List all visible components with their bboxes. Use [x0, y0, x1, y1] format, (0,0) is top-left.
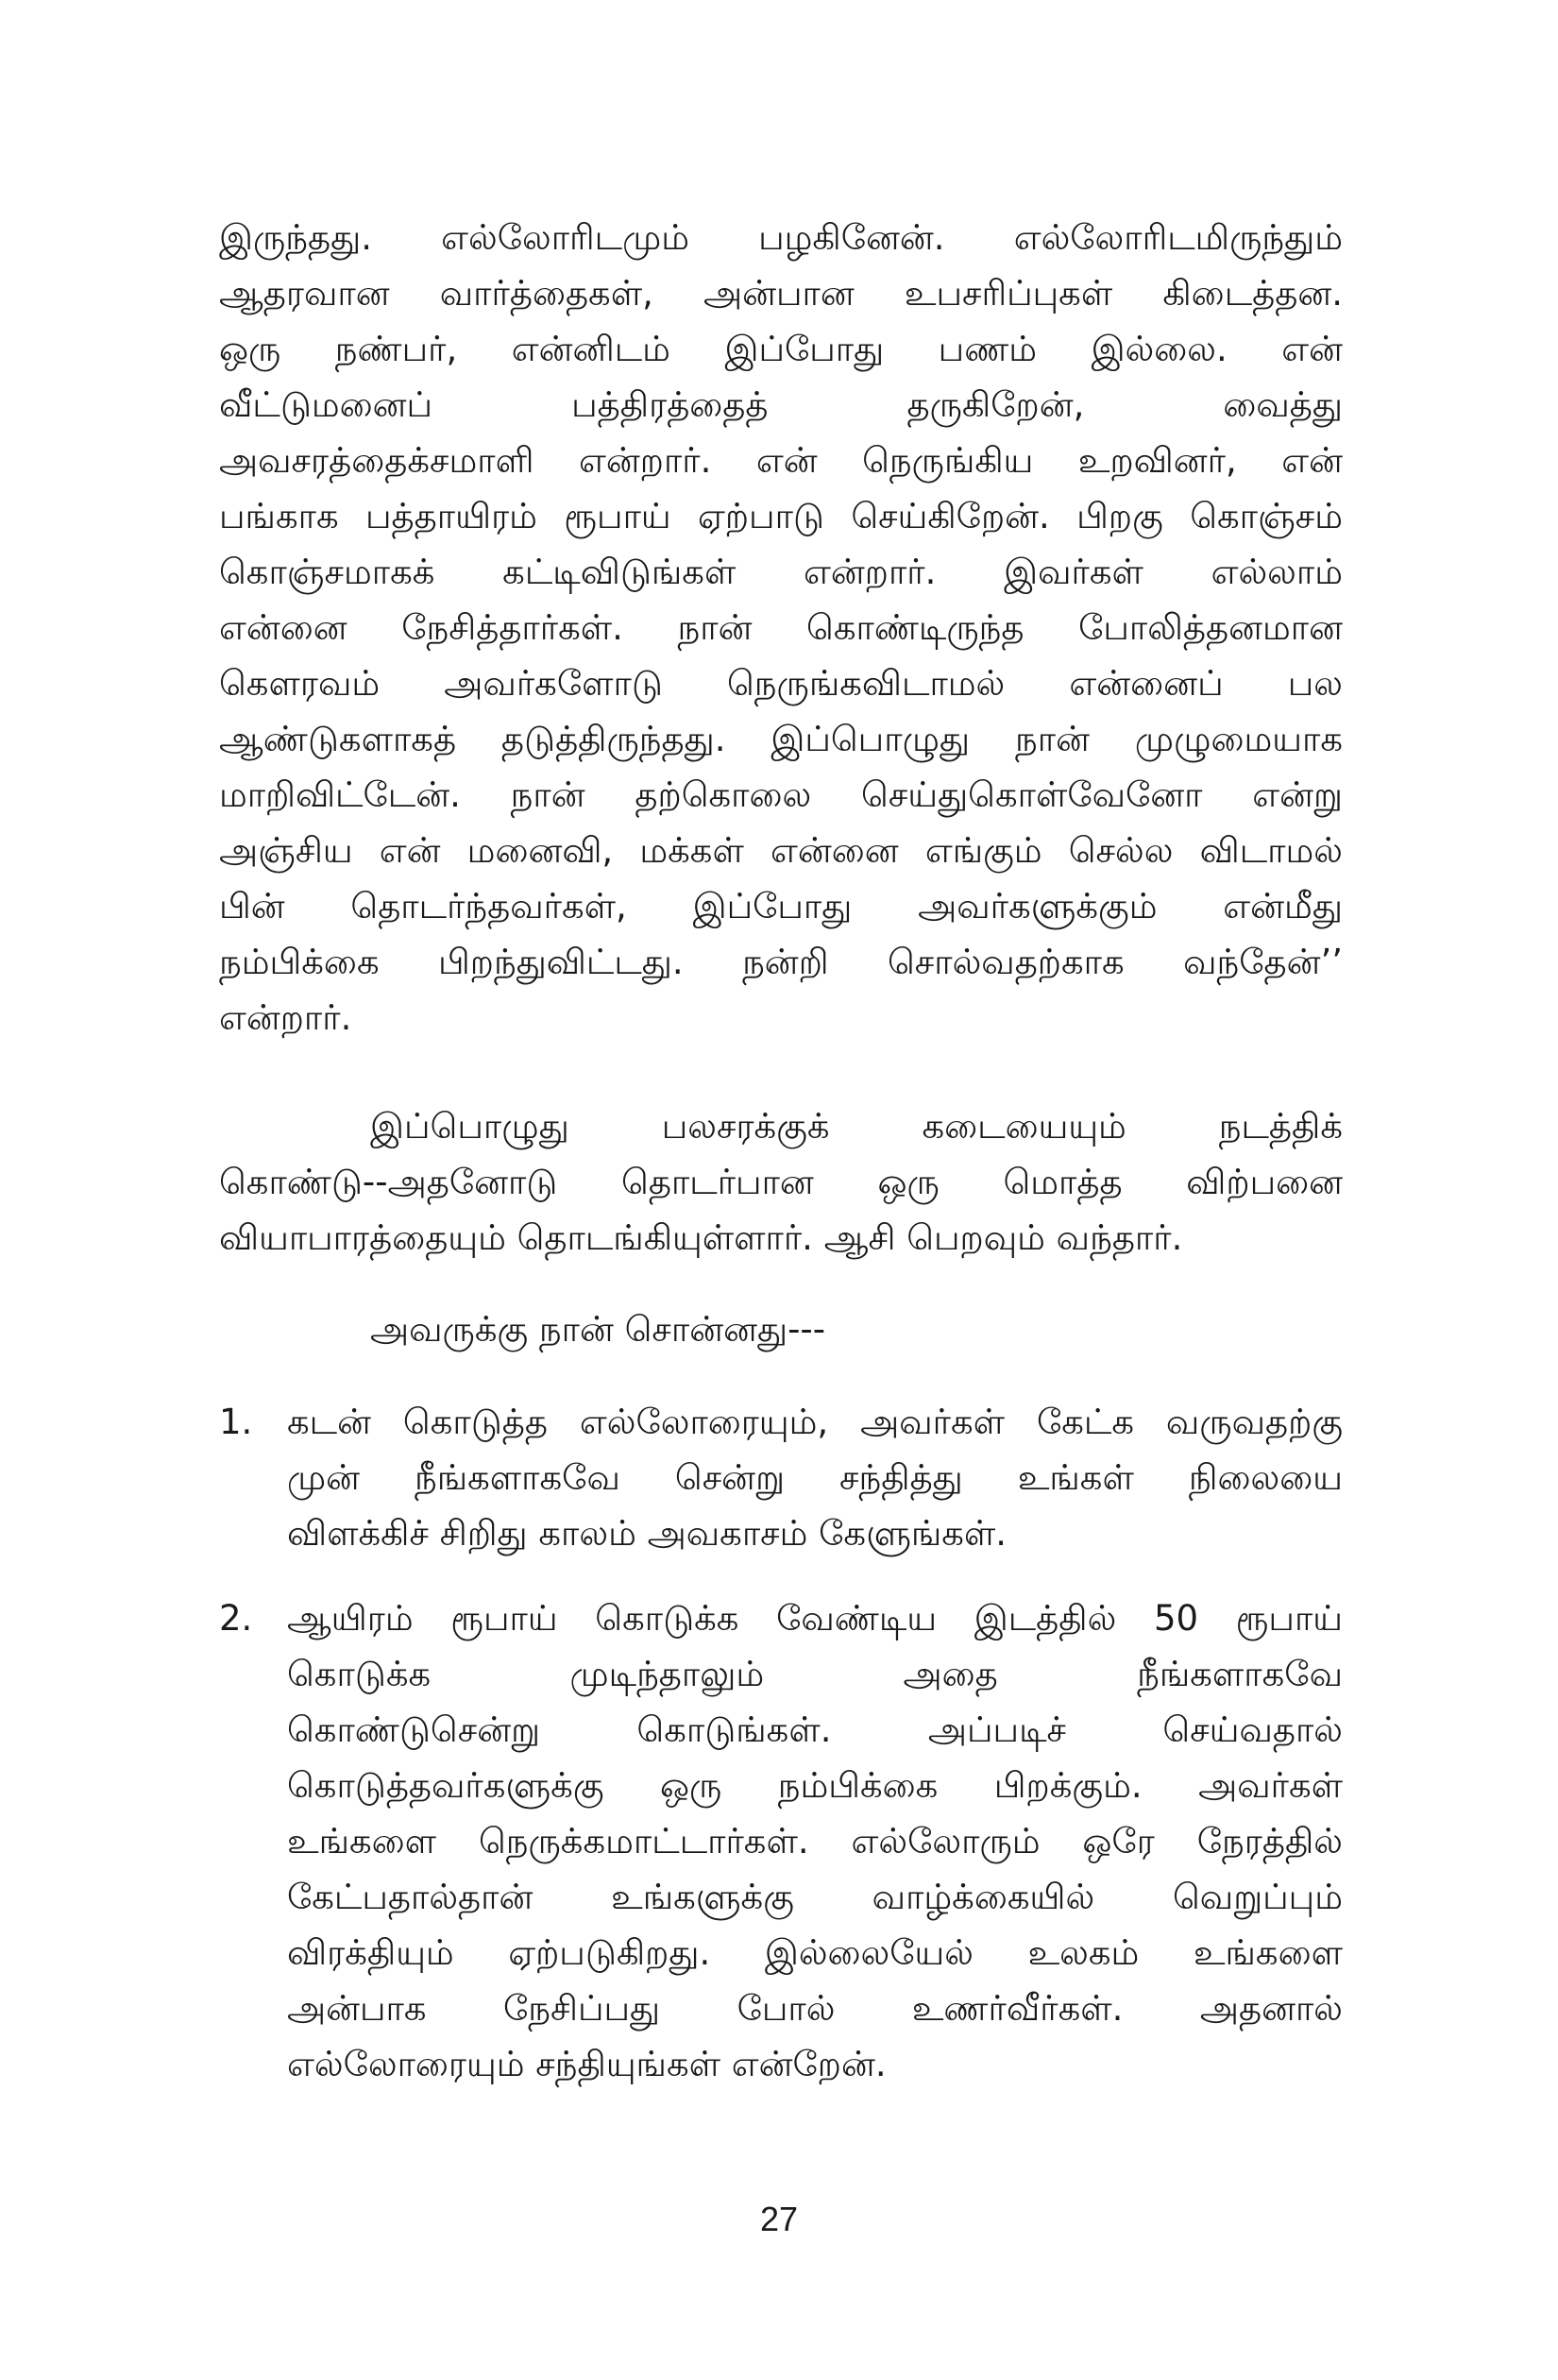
list-line: விரக்தியும் ஏற்படுகிறது. இல்லையேல் உலகம் உங்களை — [287, 1932, 1343, 1973]
list-marker: 2. — [219, 1598, 253, 1639]
list-line: முன் நீங்களாகவே சென்று சந்தித்து உங்கள் நிலையை — [287, 1457, 1343, 1498]
paragraph-3 — [219, 1301, 1343, 1357]
paragraph-line: ஒரு நண்பர், என்னிடம் இப்போது பணம் இல்லை. என் — [219, 329, 1343, 369]
paragraph-line: கொண்டு--அதனோடு தொடர்பான ஒரு மொத்த விற்பனை — [219, 1162, 1343, 1202]
paragraph-line: மாறிவிட்டேன். நான் தற்கொலை செய்துகொள்வேனோ என்று — [219, 774, 1343, 815]
list-line: ஆயிரம் ரூபாய் கொடுக்க வேண்டிய இடத்தில் 50 ரூபாய் — [287, 1598, 1343, 1639]
list-line: கொண்டுசென்று கொடுங்கள். அப்படிச் செய்வதால் — [287, 1709, 1343, 1750]
paragraph-line: கொஞ்சமாகக் கட்டிவிடுங்கள் என்றார். இவர்கள் எல்லாம் — [219, 552, 1343, 592]
paragraph-line: என்னை நேசித்தார்கள். நான் கொண்டிருந்த போலித்தனமான — [219, 607, 1343, 648]
list-line: விளக்கிச் சிறிது காலம் அவகாசம் கேளுங்கள். — [287, 1513, 1008, 1554]
list-line: கேட்பதால்தான் உங்களுக்கு வாழ்க்கையில் வெறுப்பும் — [287, 1877, 1343, 1917]
list-item-body — [287, 1590, 1343, 2092]
paragraph-line: பின் தொடர்ந்தவர்கள், இப்போது அவர்களுக்கும் என்மீது — [219, 886, 1343, 926]
list-marker: 1. — [219, 1402, 253, 1442]
paragraph-line: இப்பொழுது பலசரக்குக் கடையையும் நடத்திக் — [370, 1106, 1343, 1147]
paragraph-line: கௌரவம் அவர்களோடு நெருங்கவிடாமல் என்னைப் பல — [219, 663, 1343, 704]
paragraph-line: ஆதரவான வார்த்தைகள், அன்பான உபசரிப்புகள் கிடைத்தன. — [219, 273, 1343, 314]
list-line: அன்பாக நேசிப்பது போல் உணர்வீர்கள். அதனால் — [287, 1988, 1343, 2029]
paragraph-line: அஞ்சிய என் மனைவி, மக்கள் என்னை எங்கும் செல்ல விடாமல் — [219, 830, 1343, 871]
list-line: கொடுக்க முடிந்தாலும் அதை நீங்களாகவே — [287, 1654, 1343, 1694]
page-number: 27 — [759, 2200, 799, 2238]
list-line: எல்லோரையும் சந்தியுங்கள் என்றேன். — [287, 2044, 887, 2084]
paragraph-line: பங்காக பத்தாயிரம் ரூபாய் ஏற்பாடு செய்கிறேன். பிறகு கொஞ்சம் — [219, 496, 1343, 536]
paragraph-line: இருந்தது. எல்லோரிடமும் பழகினேன். எல்லோரிடமிருந்தும் — [219, 217, 1343, 258]
paragraph-line: ஆண்டுகளாகத் தடுத்திருந்தது. இப்பொழுது நான் முழுமையாக — [219, 719, 1343, 759]
paragraph-line: அவசரத்தைக்சமாளி என்றார். என் நெருங்கிய உறவினர், என் — [219, 440, 1343, 481]
list-item-body — [287, 1394, 1343, 1561]
paragraph-line: வியாபாரத்தையும் தொடங்கியுள்ளார். ஆசி பெறவும் வந்தார். — [219, 1217, 1183, 1258]
paragraph-line: அவருக்கு நான் சொன்னது--- — [370, 1309, 826, 1350]
list-line: உங்களை நெருக்கமாட்டார்கள். எல்லோரும் ஒரே நேரத்தில் — [287, 1821, 1343, 1862]
paragraph-line: வீட்டுமனைப் பத்திரத்தைத் தருகிறேன், வைத்து — [219, 384, 1343, 425]
list-line: கொடுத்தவர்களுக்கு ஒரு நம்பிக்கை பிறக்கும். அவர்கள் — [287, 1765, 1343, 1806]
paragraph-line: நம்பிக்கை பிறந்துவிட்டது. நன்றி சொல்வதற்காக வந்தேன்’’ — [219, 942, 1343, 982]
paragraph-line: என்றார். — [219, 997, 352, 1038]
paragraph-2 — [219, 1098, 1343, 1266]
paragraph-1 — [219, 210, 1343, 1046]
list-line: கடன் கொடுத்த எல்லோரையும், அவர்கள் கேட்க வருவதற்கு — [287, 1402, 1343, 1442]
